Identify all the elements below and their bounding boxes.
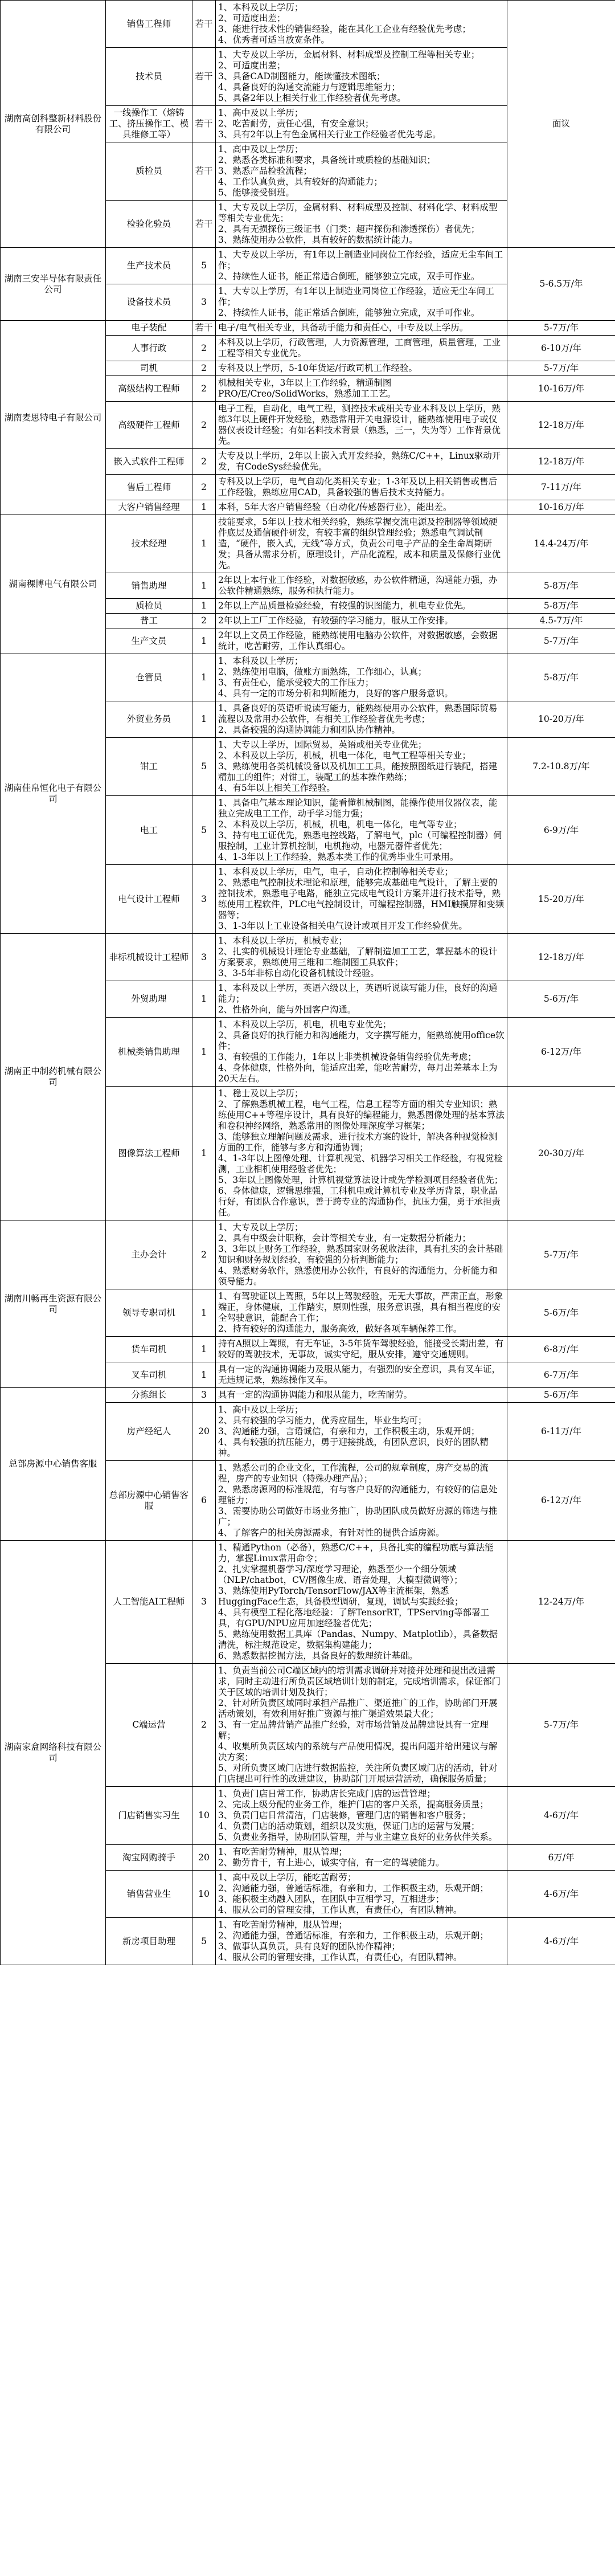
job-requirements (216, 1388, 507, 1403)
job-count: 2 (192, 402, 216, 449)
requirement-line: 2、针对所负责区域同时承担产品推广、渠道推广的工作，协助部门开展活动策划，有效利用好推广资源与推广渠道效果最大化； (218, 1698, 498, 1719)
job-position: 销售工程师 (106, 1, 192, 48)
requirement-line: 2、本科及以上学历，机械，机电一体化，电气工程等相关专业； (218, 750, 471, 761)
job-position: 人事行政 (106, 336, 192, 361)
job-salary: 5-7万/年 (507, 1664, 615, 1787)
job-salary: 5-8万/年 (507, 599, 615, 614)
job-requirements (216, 1664, 507, 1787)
requirement-line: 5、3年以上图像处理，计算机视觉算法设计或先学检测项目经验者优先； (218, 1175, 503, 1185)
requirement-line: 4、具有一定的市场分析和判断能力，良好的客户服务意识。 (218, 688, 453, 699)
requirement-line: 5、对所负责区域门店进行数据监控，关注所负责区域门店的活动，针对门店提出可行性的改进建议，协助部门开展运营活动，确保服务质量； (218, 1763, 498, 1784)
job-position: 房产经纪人 (106, 1403, 192, 1461)
requirement-line: 专科及以上学历，5-10年货运/行政司机工作经验。 (218, 363, 418, 373)
job-salary: 5-6万/年 (507, 981, 615, 1018)
job-position: 销售营业生 (106, 1871, 192, 1918)
job-count: 10 (192, 1871, 216, 1918)
requirement-line: 1、大专以上学历，国际贸易，英语或相关专业优先； (218, 740, 427, 750)
job-requirements (216, 336, 507, 361)
job-requirements (216, 48, 507, 106)
job-salary: 5-6万/年 (507, 1388, 615, 1403)
requirement-line: 1、大专以上学历，有1年以上制造业同岗位工作经验，适应无尘车间工作； (218, 286, 494, 307)
requirement-line: 4、熟悉财务软件，熟悉使用办公软件，有良好的沟通能力，分析能力和领导能力。 (218, 1265, 498, 1287)
job-count: 若干 (192, 106, 216, 142)
job-position: 电工 (106, 796, 192, 865)
requirement-line: 1、有吃苦耐劳精神，服从管理； (218, 1847, 347, 1857)
company-name: 湖南佳帛恒化电子有限公司 (1, 654, 106, 934)
job-position: 新房项目助理 (106, 1918, 192, 1965)
job-position: 门店销售实习生 (106, 1787, 192, 1845)
job-position: 高级硬件工程师 (106, 402, 192, 449)
job-count: 1 (192, 1289, 216, 1337)
job-requirements (216, 1541, 507, 1664)
requirement-line: 电子/电气相关专业，具备动手能力和责任心，中专及以上学历。 (218, 322, 469, 333)
requirement-line: 1、本科及以上学历，机械专业； (218, 936, 347, 946)
job-salary: 5-7万/年 (507, 321, 615, 336)
job-salary: 5-6.5万/年 (507, 248, 615, 321)
requirement-line: 6、身体健康，逻辑思维强，工科机电或计算机专业及学历背景，职业品行好，有团队合作意识，善于跨专业的沟通协作，抗压力强，勇于承担责任。 (218, 1186, 501, 1218)
job-count: 5 (192, 248, 216, 284)
requirement-line: 1、高中及以上学历； (218, 1405, 304, 1415)
job-count: 2 (192, 614, 216, 628)
job-count: 2 (192, 361, 216, 376)
requirement-line: 4、有5年以上相关工作经验。 (218, 783, 335, 793)
job-requirements (216, 1018, 507, 1087)
job-salary: 6-12万/年 (507, 1461, 615, 1541)
job-salary: 12-18万/年 (507, 402, 615, 449)
job-count: 若干 (192, 201, 216, 248)
job-salary: 4-6万/年 (507, 1918, 615, 1965)
job-salary: 12-18万/年 (507, 449, 615, 475)
job-count: 1 (192, 1362, 216, 1388)
job-position: 机械类销售助理 (106, 1018, 192, 1087)
job-salary: 4-6万/年 (507, 1787, 615, 1845)
job-position: 一线操作工（熔铸工、挤压操作工、模具维修工等） (106, 106, 192, 142)
job-requirements (216, 865, 507, 934)
company-name: 湖南三安半导体有限责任公司 (1, 248, 106, 321)
job-salary: 5-7万/年 (507, 361, 615, 376)
job-salary: 6-12万/年 (507, 1018, 615, 1087)
job-position: 生产文员 (106, 628, 192, 654)
requirement-line: 3、1-3年以上工业设备相关电气设计或项目开发工作经验优先。 (218, 921, 468, 931)
job-count: 2 (192, 475, 216, 500)
job-requirements (216, 402, 507, 449)
requirement-line: 5、具备2年以上相关行业工作经验者优先考虑。 (218, 93, 406, 103)
job-requirements (216, 201, 507, 248)
job-count: 2 (192, 336, 216, 361)
job-salary: 6-10万/年 (507, 336, 615, 361)
requirement-line: 4、负责门店的活动策划，组织以及实施，保证门店的运营与发展； (218, 1821, 480, 1831)
job-count: 20 (192, 1403, 216, 1461)
requirement-line: 3、能积极主动融入团队，在团队中互相学习，互相进步； (218, 1894, 445, 1904)
job-requirements (216, 701, 507, 738)
job-position: 检验化验员 (106, 201, 192, 248)
table-row (1, 321, 615, 336)
requirement-line: 4、具有模型工程化落地经验：了解TensorRT，TPServing等部署工具，有GPU/NPU应用加速经验者优先； (218, 1607, 490, 1628)
requirement-line: 1、本科及以上学历，英语六级以上，英语听说读写能力佳，良好的沟通能力； (218, 983, 498, 1004)
requirement-line: 3、沟通能力强，言语诚信，有亲和力，工作积极主动，乐观开朗； (218, 1426, 480, 1436)
company-name: 总部房源中心销售客服 (1, 1388, 106, 1541)
requirement-line: 2、扎实的机械设计理论专业基础，了解制造加工工艺，掌握基本的设计方案要求，熟练使用三维和二维制图工具软件； (218, 946, 498, 967)
job-salary: 10-16万/年 (507, 376, 615, 402)
requirement-line: 3、熟练使用办公软件，具有较好的数据统计能力。 (218, 235, 418, 245)
job-requirements (216, 1, 507, 48)
requirement-line: 3、熟悉产品检验流程； (218, 166, 312, 176)
job-count: 2 (192, 376, 216, 402)
job-count: 1 (192, 573, 216, 599)
job-position: 生产技术员 (106, 248, 192, 284)
requirement-line: 2年以上文员工作经验，能熟练使用电脑办公软件，对数据敏感，会数据统计，吃苦耐劳，工作认真细心。 (218, 630, 498, 651)
job-position: 技术员 (106, 48, 192, 106)
requirement-line: 2年以上工厂工作经验，有较强的学习能力，服从工作安排。 (218, 615, 453, 626)
company-name: 湖南正中制药机械有限公司 (1, 934, 106, 1220)
job-position: 销售助理 (106, 573, 192, 599)
requirement-line: 2、熟悉房源网的标准规范，有与客户良好的沟通能力，有较好的信息处理能力； (218, 1484, 498, 1505)
requirement-line: 1、高中及以上学历； (218, 144, 304, 154)
job-salary: 10-20万/年 (507, 701, 615, 738)
requirement-line: 2、熟练使用电脑，做账方面熟练，工作细心，认真； (218, 667, 427, 677)
requirement-line: 1、大专及以上学历，有1年以上制造业同岗位工作经验，适应无尘车间工作； (218, 250, 503, 271)
requirement-line: 1、有驾驶证以上驾照，5年以上驾驶经验，无无大事故，严肃正直，形象端正，身体健康，工作踏实，原则性强，服务意识强，具有相当程度的安全驾驶意识，能配合工作； (218, 1291, 503, 1323)
job-count: 1 (192, 701, 216, 738)
requirement-line: 1、熟悉公司的企业文化，工作流程，公司的规章制度，房产交易的流程，房产的专业知识（特殊办理产品）； (218, 1463, 489, 1484)
job-salary: 12-24万/年 (507, 1541, 615, 1664)
requirement-line: 3、做事认真负责，具有良好的团队协作精神； (218, 1941, 400, 1952)
job-requirements (216, 106, 507, 142)
job-position: 外贸业务员 (106, 701, 192, 738)
requirement-line: 2、了解熟悉机械工程，电气工程，信息工程等方面的相关专业知识；熟练使用C++等程序设计，具有良好的编程能力，熟悉图像处理的基本算法和卷积神经网络，熟悉常用的图像处理深度学习框架； (218, 1099, 505, 1131)
job-position: 仓管员 (106, 654, 192, 701)
requirement-line: 3、负责门店日常清洁，门店装修，管理门店的销售和客户服务； (218, 1810, 471, 1820)
table-row (1, 1541, 615, 1664)
job-salary: 面议 (507, 1, 615, 248)
job-salary: 20-30万/年 (507, 1087, 615, 1220)
job-requirements (216, 1787, 507, 1845)
job-count: 3 (192, 934, 216, 981)
job-position: 钳工 (106, 738, 192, 796)
requirement-line: 1、高中及以上学历，能吃苦耐劳； (218, 1872, 356, 1883)
job-position: 总部房源中心销售客服 (106, 1461, 192, 1541)
job-count: 1 (192, 515, 216, 573)
job-salary: 4-6万/年 (507, 1871, 615, 1918)
requirement-line: 机械相关专业，3年以上工作经验，精通制图PRO/E/Creo/SolidWorks，熟悉加工工艺。 (218, 378, 396, 399)
requirement-line: 4、服从公司的管理安排，工作认真，有责任心，有团队精神。 (218, 1905, 462, 1915)
requirement-line: 1、负责门店日常工作，协助店长完成门店的运营管理； (218, 1789, 436, 1799)
requirement-line: 4、1-3年以上图像处理、计算机视觉、机器学习相关工作经验，有视觉检测，工业相机使用经验者优先； (218, 1153, 503, 1174)
job-count: 3 (192, 284, 216, 321)
job-position: C端运营 (106, 1664, 192, 1787)
job-count: 1 (192, 628, 216, 654)
requirement-line: 持有A照以上驾照，有无车证，3-5年货车驾驶经验，能接受长期出差，有较好的驾驶技术，无事故，诚实守纪，服从安排，遵守交通规则。 (218, 1338, 504, 1360)
job-requirements (216, 1337, 507, 1362)
job-requirements (216, 449, 507, 475)
job-requirements (216, 1461, 507, 1541)
requirement-line: 2、持续性人证书，能正常适合倒班，能够独立完成，双手可作业。 (218, 271, 480, 281)
requirement-line: 1、稳士及以上学历； (218, 1088, 304, 1099)
job-requirements (216, 1220, 507, 1289)
job-salary: 5-6万/年 (507, 1289, 615, 1337)
company-name: 湖南稞博电气有限公司 (1, 515, 106, 654)
requirement-line: 1、本科及以上学历； (218, 2, 304, 13)
requirement-line: 电子工程，自动化，电气工程，测控技术或相关专业本科及以上学历，熟练3年以上硬件开发经验，熟悉常用开关电源设计，能熟练使用电子或仪器仪表设计经验；有如名料技术背景（熟悉，三一，失为等）工作背景优先。 (218, 403, 501, 446)
job-requirements (216, 1087, 507, 1220)
requirement-line: 3、3-5年非标自动化设备机械设计经验。 (218, 968, 379, 978)
job-position: 领导专职司机 (106, 1289, 192, 1337)
job-count: 若干 (192, 48, 216, 106)
company-name: 湖南川畅再生资源有限公司 (1, 1220, 106, 1388)
job-position: 质检员 (106, 142, 192, 201)
requirement-line: 本科，5年大客户销售经验（自动化/传感器行业），能出差。 (218, 502, 452, 512)
job-count: 若干 (192, 321, 216, 336)
table-row (1, 248, 615, 284)
job-salary: 6万/年 (507, 1845, 615, 1871)
job-requirements (216, 321, 507, 336)
job-count: 5 (192, 796, 216, 865)
job-requirements (216, 475, 507, 500)
requirement-line: 2、沟通能力强，普通话标准，有亲和力，工作积极主动，乐观开朗； (218, 1930, 489, 1941)
job-requirements (216, 654, 507, 701)
job-count: 1 (192, 599, 216, 614)
job-requirements (216, 1289, 507, 1337)
requirement-line: 3、持有电工证优先，熟悉电控线路，了解电气，plc（可编程控制器）伺服控制，工业计算机控制，电机拖动，电器元器件者优先； (218, 830, 502, 851)
requirement-line: 1、精通Python（必备），熟悉C/C++，具备扎实的编程功底与算法能力，掌握Linux常用命令； (218, 1542, 494, 1563)
job-salary: 6-7万/年 (507, 1362, 615, 1388)
job-count: 若干 (192, 142, 216, 201)
job-requirements (216, 981, 507, 1018)
job-requirements (216, 614, 507, 628)
requirement-line: 2、可适度出差； (218, 13, 286, 23)
requirement-line: 2、沟通能力强，普通话标准，有亲和力，工作积极主动，乐观开朗； (218, 1883, 489, 1893)
job-count: 1 (192, 1018, 216, 1087)
job-salary: 7-11万/年 (507, 475, 615, 500)
job-salary: 5-8万/年 (507, 573, 615, 599)
requirement-line: 3、有责任心，能承受较大的工作压力； (218, 677, 374, 688)
job-count: 2 (192, 1220, 216, 1289)
job-count: 10 (192, 1787, 216, 1845)
requirement-line: 具有一定的沟通协调能力及服从能力，有强烈的安全意识，具有叉车证，无违规记录，熟练操作叉车。 (218, 1364, 501, 1385)
requirement-line: 2年以上本行业工作经验，对数据敏感，办公软件精通，沟通能力强，办公软件精通熟练，服务和执行能力。 (218, 575, 498, 596)
job-count: 2 (192, 449, 216, 475)
requirement-line: 1、具备电气基本理论知识，能看懂机械制图，能操作使用仪器仪表，能独立完成电工工作，动手学习能力强； (218, 798, 498, 819)
requirement-line: 2、性格外向，能与外国客户沟通。 (218, 1005, 356, 1015)
job-position: 分拣组长 (106, 1388, 192, 1403)
job-requirements (216, 599, 507, 614)
job-count: 5 (192, 738, 216, 796)
requirement-line: 3、能够独立理解问题及需求，进行技术方案的设计，解决各种视觉检测方面的工作，能够与多方和沟通协调； (218, 1132, 498, 1153)
job-requirements (216, 628, 507, 654)
recruitment-table-body (1, 1, 615, 1965)
requirement-line: 大专及以上学历，2年以上嵌入式开发经验，熟练C/C++，Linux驱动开发，有CodeSys经验优先。 (218, 451, 501, 472)
requirement-line: 2、勤劳肯干，有上进心，诚实守信，有一定的驾驶能力。 (218, 1858, 445, 1868)
requirement-line: 2、持续性人证书，能正常适合倒班，能够独立完成，双手可作业。 (218, 308, 480, 318)
job-count: 6 (192, 1461, 216, 1541)
job-salary: 5-7万/年 (507, 628, 615, 654)
job-requirements (216, 796, 507, 865)
job-salary: 6-9万/年 (507, 796, 615, 865)
job-salary: 6-11万/年 (507, 1403, 615, 1461)
job-salary: 10-16万/年 (507, 500, 615, 515)
job-position: 货车司机 (106, 1337, 192, 1362)
requirement-line: 2、熟悉各类标准和要求，具备统计或质检的基础知识； (218, 155, 436, 165)
table-row (1, 934, 615, 981)
requirement-line: 2、熟悉电气控制技术理论和原理，能够完成基础电气设计，了解主要的控制技术，熟悉电子电路，能独立完成电气设计方案并进行技术指导，熟练使用工程软件，PLC电气控制设计，可编程控制器，HMI触摸屏和变频器等； (218, 877, 505, 920)
requirement-line: 2、具有较强的学习能力，优秀应届生，毕业生均可； (218, 1415, 427, 1426)
requirement-line: 本科及以上学历，行政管理，人力资源管理，工商管理，质量管理，工业工程等相关专业优先。 (218, 337, 501, 358)
job-count: 20 (192, 1845, 216, 1871)
job-position: 技术经理 (106, 515, 192, 573)
table-row (1, 1, 615, 48)
job-position: 质检员 (106, 599, 192, 614)
job-requirements (216, 1362, 507, 1388)
requirement-line: 2、具有中级会计职称，会计等相关专业，有一定数据分析能力； (218, 1233, 471, 1243)
requirement-line: 2年以上产品质量检验经验，有较强的识图能力，机电专业优先。 (218, 601, 471, 611)
company-name: 湖南高创科整新材料股份有限公司 (1, 1, 106, 248)
job-position: 淘宝网购骑手 (106, 1845, 192, 1871)
job-count: 若干 (192, 1, 216, 48)
job-requirements (216, 1871, 507, 1918)
job-requirements (216, 376, 507, 402)
job-position: 司机 (106, 361, 192, 376)
requirement-line: 2、可适度出差； (218, 60, 286, 71)
requirement-line: 5、熟练使用数据工具库（Pandas、Numpy、Matplotlib），具备数据清洗，标注规范设定，数据集构建能力； (218, 1629, 498, 1650)
job-requirements (216, 738, 507, 796)
job-requirements (216, 1403, 507, 1461)
requirement-line: 3、有一定品牌营销产品推广经验，对市场营销及品牌建设具有一定理解； (218, 1720, 489, 1741)
company-name: 湖南麦思特电子有限公司 (1, 321, 106, 515)
job-requirements (216, 142, 507, 201)
job-position: 电子装配 (106, 321, 192, 336)
table-row (1, 1388, 615, 1403)
job-position: 人工智能AI工程师 (106, 1541, 192, 1664)
requirement-line: 3、3年以上财务工作经验，熟悉国家财务税收法律，具有扎实的会计基础知识和财务规划经验，有较强的分析判断能力； (218, 1244, 503, 1265)
job-count: 5 (192, 1918, 216, 1965)
requirement-line: 2、具有无损探伤三级证书（门类：超声探伤和渗透探伤）者优先； (218, 224, 480, 234)
requirement-line: 具有一定的沟通协调能力和服从能力，吃苦耐劳。 (218, 1390, 413, 1400)
job-position: 电气设计工程师 (106, 865, 192, 934)
job-position: 大客户销售经理 (106, 500, 192, 515)
requirement-line: 4、具有较强的抗压能力，勇于迎接挑战，有团队意识，良好的团队精神。 (218, 1437, 489, 1458)
job-salary: 7.2-10.8万/年 (507, 738, 615, 796)
job-salary: 14.4-24万/年 (507, 515, 615, 573)
job-count: 2 (192, 1664, 216, 1787)
requirement-line: 4、工作认真负责，具有较好的沟通能力； (218, 177, 383, 187)
requirement-line: 2、扎实掌握机器学习/深度学习理论，熟悉至少一个细分领域（NLP/chatbot，CV/图像生成、语音处理，大模型微调等）； (218, 1564, 463, 1585)
job-requirements (216, 1845, 507, 1871)
requirement-line: 1、本科及以上学历，电气，电子，自动化控制等相关专业； (218, 867, 453, 877)
requirement-line: 4、身体健康，性格外向，能适应出差，能吃苦耐劳，每月出差基本上为20天左右。 (218, 1063, 498, 1084)
job-position: 图像算法工程师 (106, 1087, 192, 1220)
requirement-line: 1、有吃苦耐劳精神，服从管理； (218, 1920, 347, 1930)
job-count: 1 (192, 654, 216, 701)
job-requirements (216, 248, 507, 284)
requirement-line: 1、本科及以上学历； (218, 656, 304, 666)
requirement-line: 3、具有2年以上有色金属相关行业工作经验者优先考虑。 (218, 129, 441, 140)
job-count: 3 (192, 1388, 216, 1403)
table-row (1, 515, 615, 573)
requirement-line: 1、具备良好的英语听说读写能力，能熟练使用办公软件，熟悉国际贸易流程以及常用办公软件，有相关工作经验者优先考虑； (218, 703, 498, 724)
requirement-line: 2、本科及以上学历，机械，机电，机电一体化，电气等专业； (218, 819, 462, 830)
requirement-line: 4、服从公司的管理安排，工作认真，有责任心，有团队精神。 (218, 1952, 462, 1962)
job-count: 1 (192, 500, 216, 515)
requirement-line: 3、能进行技术性的销售经验，能在其化工企业有经验优先考虑； (218, 24, 471, 34)
requirement-line: 1、负责当前公司C端区域内的培训需求调研并对接并处理和提出改进需求，同时主动进行所负责区域培训计划的制定，完成培训需求，保证部门关于区域的培训计划及执行； (218, 1665, 501, 1697)
job-count: 3 (192, 865, 216, 934)
requirement-line: 专科及以上学历，电气自动化类相关专业；1-3年及以上相关销售或售后工作经验，熟练应用CAD，具备较强的售后技术支持能力。 (218, 476, 497, 497)
requirement-line: 1、高中及以上学历； (218, 108, 304, 118)
requirement-line: 2、持有较好的沟通能力，服务高效，做好各项车辆保养工作。 (218, 1324, 462, 1334)
requirement-line: 4、收集所负责区域内的系统与产品使用情况，提出问题并给出建议与解决方案； (218, 1741, 498, 1762)
job-salary: 15-20万/年 (507, 865, 615, 934)
requirement-line: 6、熟悉数据挖掘方法，具备良好的数理统计基础。 (218, 1651, 418, 1661)
job-count: 1 (192, 1087, 216, 1220)
requirement-line: 3、熟练使用各类机械设备以及机加工工具，能按照图纸进行装配，搭建精加工的组件；对钳工，装配工的基本操作熟练； (218, 761, 498, 782)
job-position: 叉车司机 (106, 1362, 192, 1388)
requirement-line: 3、需要协助公司做好市场业务推广，协助团队成员做好房源的筛选与推广； (218, 1506, 498, 1527)
requirement-line: 2、具备良好的执行能力和沟通能力，文字撰写能力，能熟练使用office软件； (218, 1030, 505, 1051)
requirement-line: 技能要求，5年以上技术相关经验，熟练掌握交流电源及控制器等领域硬件底层及通信硬件研发，有较丰富的组织管理经验；熟悉电气调试制造，“硬件，嵌入式，无线”等方式，负责公司电子产品的全生命周期研发；具备从需求分析，原理设计，产品化流程，成本和质量及保修行业优先。 (218, 517, 501, 570)
company-name: 湖南家盒网络科技有限公司 (1, 1541, 106, 1965)
job-requirements (216, 934, 507, 981)
requirement-line: 2、完成上级分配的业务工作，维护门店的客户关系，提高服务质量； (218, 1799, 489, 1810)
job-requirements (216, 361, 507, 376)
table-row (1, 654, 615, 701)
job-salary: 5-7万/年 (507, 1220, 615, 1289)
requirement-line: 4、具备良好的沟通交流能力与逻辑思维能力； (218, 82, 400, 92)
requirement-line: 1、大专及以上学历； (218, 1222, 304, 1232)
job-position: 外贸助理 (106, 981, 192, 1018)
job-position: 售后工程师 (106, 475, 192, 500)
requirement-line: 4、1-3年以上工作经验，熟悉本类工作的优秀毕业生可录用。 (218, 852, 459, 862)
job-requirements (216, 284, 507, 321)
job-position: 非标机械设计工程师 (106, 934, 192, 981)
job-count: 3 (192, 1541, 216, 1664)
job-position: 嵌入式软件工程师 (106, 449, 192, 475)
requirement-line: 4、了解客户的相关房源需求，有针对性的提供合适房源。 (218, 1528, 445, 1538)
job-requirements (216, 573, 507, 599)
requirement-line: 3、熟练使用PyTorch/TensorFlow/JAX等主流框架，熟悉HuggingFace生态，具备模型调研，复现，调试与实践经验； (218, 1586, 464, 1607)
job-count: 1 (192, 981, 216, 1018)
job-position: 主办会计 (106, 1220, 192, 1289)
requirement-line: 3、有较强的工作能力，1年以上非类机械设备销售经验优先考虑； (218, 1052, 477, 1062)
job-salary: 6-8万/年 (507, 1337, 615, 1362)
requirement-line: 3、具备CAD制图能力，能读懂技术图纸； (218, 71, 386, 81)
requirement-line: 5、负责业务指导，协助团队管理，并与业主建立良好的业务伙伴关系。 (218, 1832, 498, 1842)
requirement-line: 4、优秀者可适当放宽条件。 (218, 35, 330, 45)
job-requirements (216, 1918, 507, 1965)
job-requirements (216, 515, 507, 573)
job-salary: 4.5-7万/年 (507, 614, 615, 628)
requirement-line: 1、本科及以上学历，机电，机电专业优先； (218, 1019, 392, 1030)
job-position: 普工 (106, 614, 192, 628)
table-row (1, 1220, 615, 1289)
job-requirements (216, 500, 507, 515)
requirement-line: 2、具备较强的沟通协调能力和团队协作精神。 (218, 725, 400, 735)
job-count: 1 (192, 1337, 216, 1362)
requirement-line: 1、大专及以上学历，金属材料、材料成型及控制、材料化学、材料成型等相关专业优先； (218, 202, 498, 223)
job-position: 设备技术员 (106, 284, 192, 321)
requirement-line: 5、能够接受倒班。 (218, 187, 294, 198)
requirement-line: 2、吃苦耐劳，责任心强，有安全意识； (218, 119, 374, 129)
job-salary: 5-8万/年 (507, 654, 615, 701)
requirement-line: 1、大专及以上学历，金属材料、材料成型及控制工程等相关专业； (218, 50, 480, 60)
job-salary: 12-18万/年 (507, 934, 615, 981)
job-position: 高级结构工程师 (106, 376, 192, 402)
